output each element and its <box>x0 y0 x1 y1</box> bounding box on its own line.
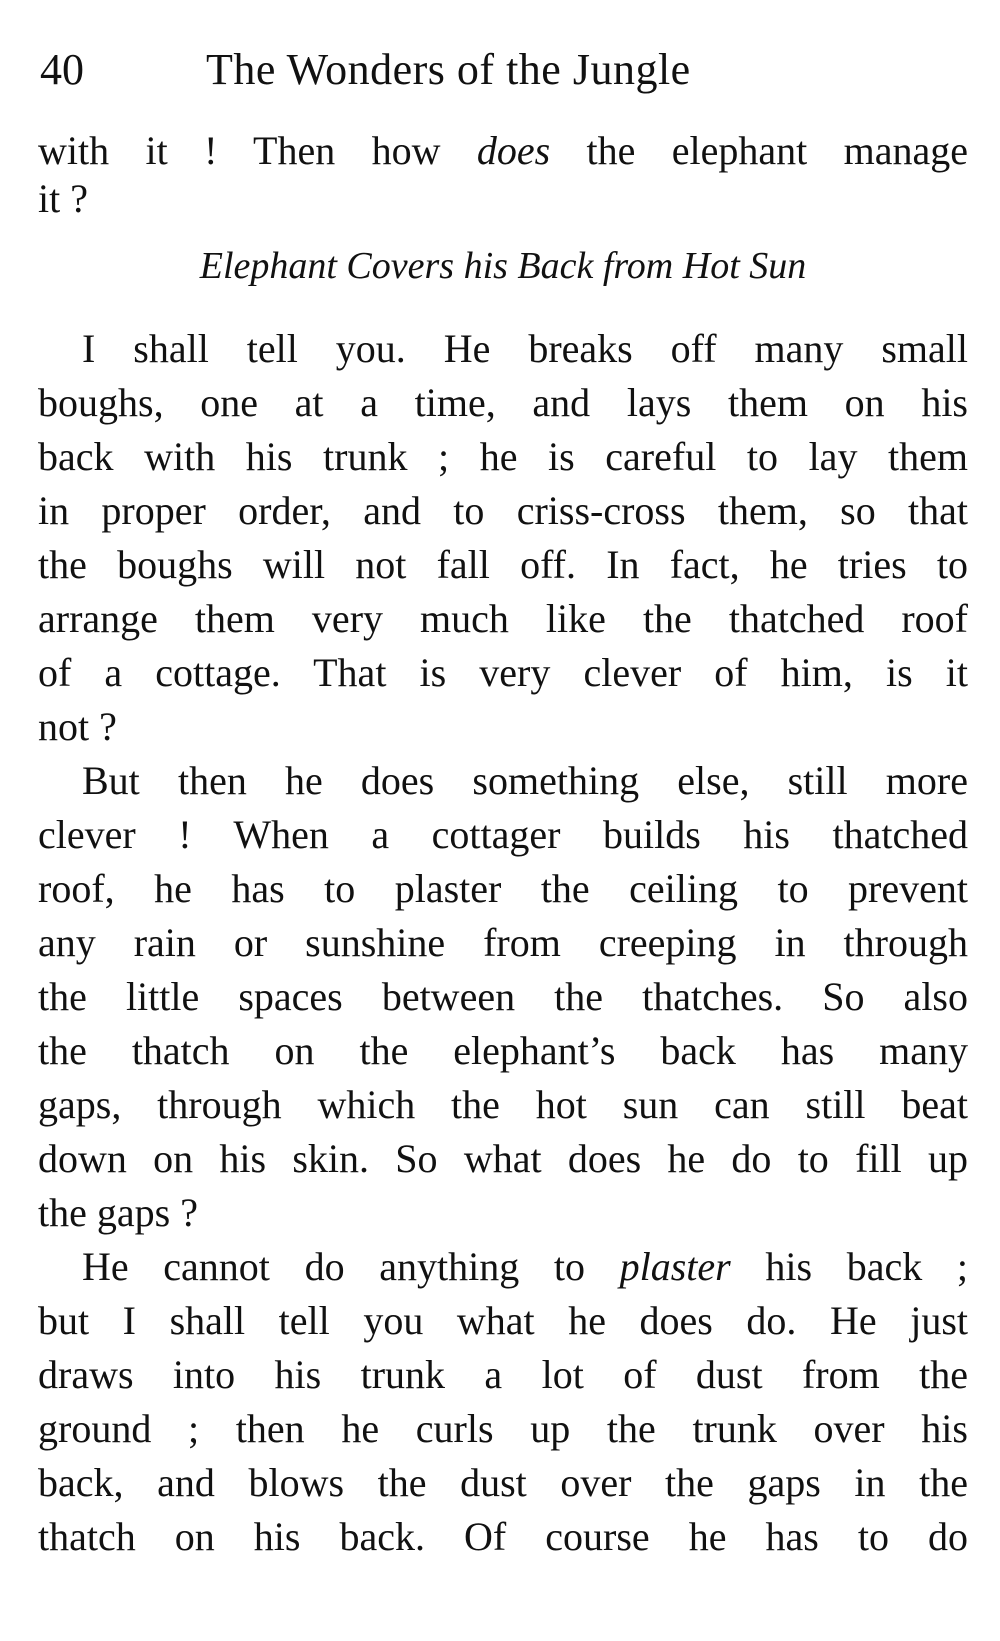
page-number: 40 <box>40 45 84 94</box>
book-page <box>38 0 968 1641</box>
paragraph-2 <box>38 754 968 1240</box>
text-line: ground ; then he curls up the trunk over his <box>38 1406 968 1451</box>
text-line: I shall tell you. He breaks off many small <box>82 326 968 371</box>
text-line: in proper order, and to criss-cross them, so that <box>38 488 968 533</box>
text-line: not ? <box>38 704 117 749</box>
text-line: draws into his trunk a lot of dust from the <box>38 1352 968 1397</box>
text-line: the gaps ? <box>38 1190 198 1235</box>
text-line: it ? <box>38 178 88 220</box>
text-line: but I shall tell you what he does do. He just <box>38 1298 968 1343</box>
text-line: the boughs will not fall off. In fact, he tries to <box>38 542 968 587</box>
text-line: gaps, through which the hot sun can still beat <box>38 1082 968 1127</box>
text-line: the thatch on the elephant’s back has many <box>38 1028 968 1073</box>
text-line: He cannot do anything to plaster his back ; <box>82 1244 968 1289</box>
text-line: back, and blows the dust over the gaps in the <box>38 1460 968 1505</box>
text-line: any rain or sunshine from creeping in through <box>38 920 968 965</box>
paragraph-3 <box>38 1240 968 1564</box>
text-line: with it ! Then how does the elephant manage <box>38 128 968 173</box>
text-line: roof, he has to plaster the ceiling to prevent <box>38 866 968 911</box>
text-line: arrange them very much like the thatched roof <box>38 596 968 641</box>
text-line: the little spaces between the thatches. So also <box>38 974 968 1019</box>
running-head <box>38 40 968 100</box>
text-line: of a cottage. That is very clever of him, is it <box>38 650 968 695</box>
section-heading: Elephant Covers his Back from Hot Sun <box>199 245 807 287</box>
text-line: back with his trunk ; he is careful to lay them <box>38 434 968 479</box>
page-text <box>38 124 968 1564</box>
text-line: down on his skin. So what does he do to fill up <box>38 1136 968 1181</box>
book-title: The Wonders of the Jungle <box>206 45 691 94</box>
text-line: thatch on his back. Of course he has to do <box>38 1514 968 1559</box>
text-line: boughs, one at a time, and lays them on his <box>38 380 968 425</box>
paragraph-1 <box>38 322 968 754</box>
text-line: clever ! When a cottager builds his thatched <box>38 812 968 857</box>
text-line: But then he does something else, still more <box>82 758 968 803</box>
